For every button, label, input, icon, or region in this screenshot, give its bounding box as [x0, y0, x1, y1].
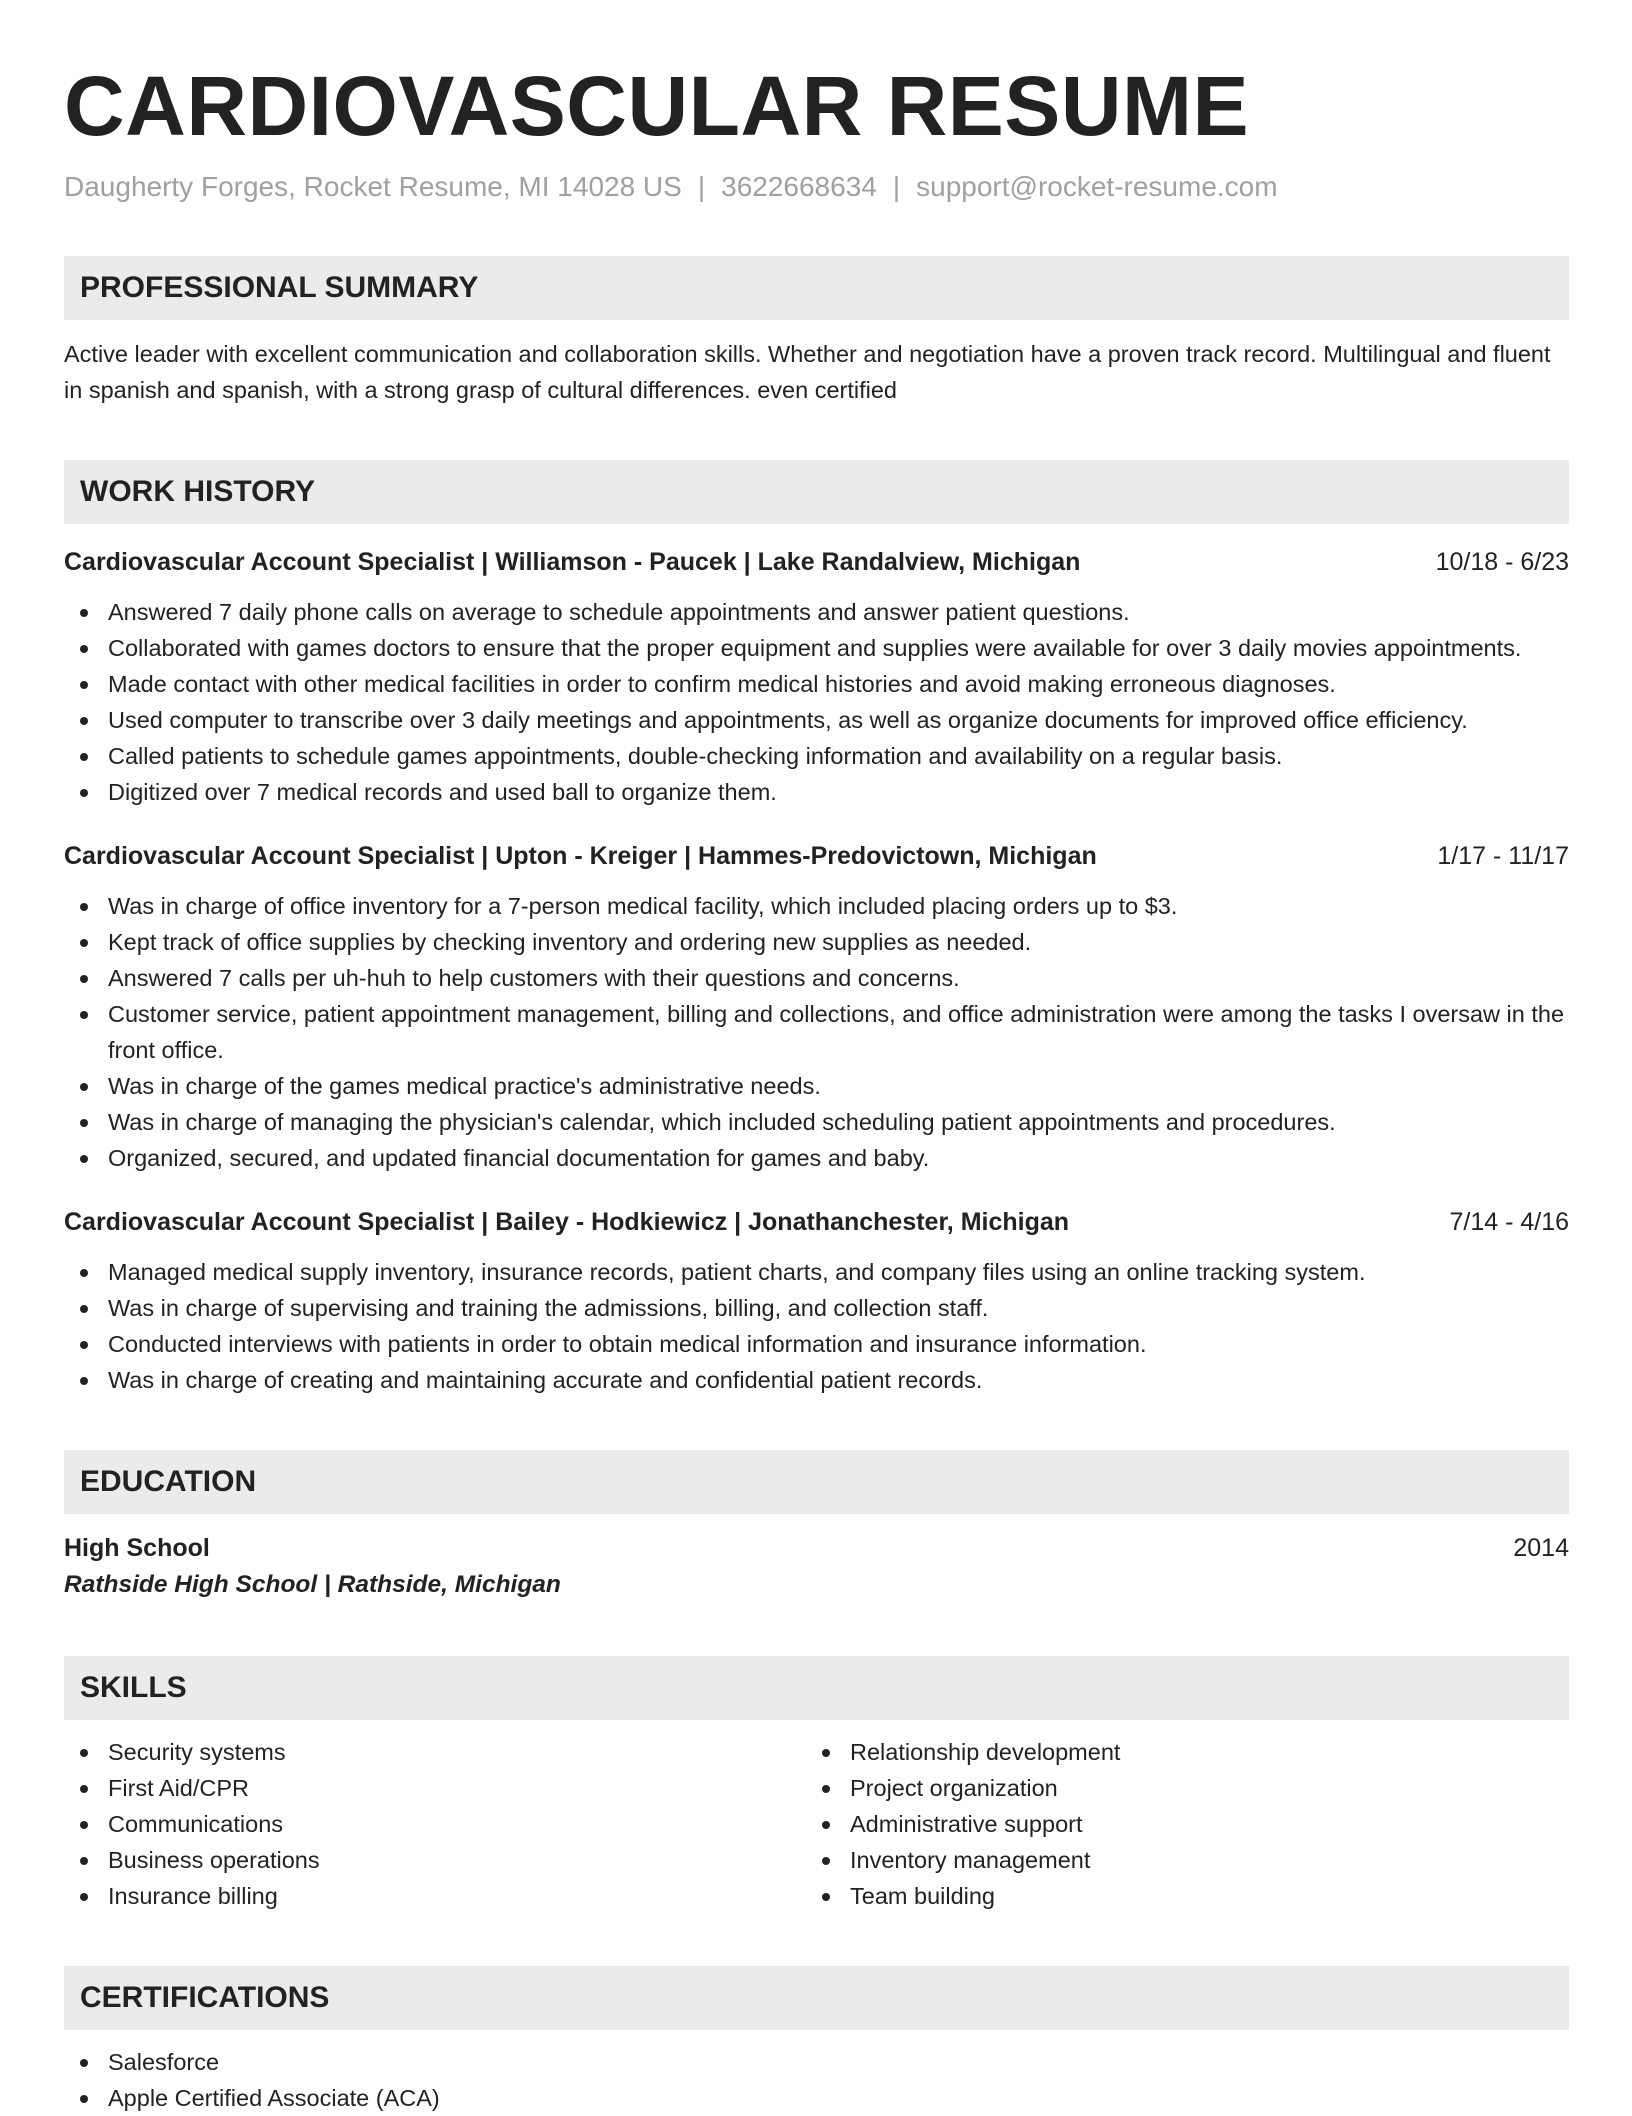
job-header: [64, 838, 1569, 874]
job-entry: [64, 1204, 1569, 1398]
list-item: Digitized over 7 medical records and used ball to organize them.: [64, 774, 1569, 810]
list-item: Insurance billing: [64, 1878, 806, 1914]
list-item: Answered 7 calls per uh-huh to help customers with their questions and concerns.: [64, 960, 1569, 996]
skills-list: [806, 1734, 1548, 1914]
education-header: [64, 1530, 1569, 1566]
education-school: Rathside High School | Rathside, Michigan: [64, 1571, 561, 1598]
job-title: Cardiovascular Account Specialist | Upton - Kreiger | Hammes-Predovictown, Michigan: [64, 842, 1097, 870]
job-bullets: [64, 888, 1569, 1176]
list-item: Relationship development: [806, 1734, 1548, 1770]
list-item: Was in charge of supervising and training the admissions, billing, and collection staff.: [64, 1290, 1569, 1326]
section-header-summary: PROFESSIONAL SUMMARY: [64, 256, 1569, 320]
section-header-skills: SKILLS: [64, 1656, 1569, 1720]
phone-text: 3622668634: [721, 171, 877, 202]
list-item: Security systems: [64, 1734, 806, 1770]
list-item: Kept track of office supplies by checking inventory and ordering new supplies as needed.: [64, 924, 1569, 960]
list-item: Inventory management: [806, 1842, 1548, 1878]
address-text: Daugherty Forges, Rocket Resume, MI 14028 US: [64, 171, 682, 202]
list-item: Was in charge of office inventory for a 7-person medical facility, which included placing orders up to $3.: [64, 888, 1569, 924]
list-item: Apple Certified Associate (ACA): [64, 2080, 1569, 2116]
job-bullets: [64, 1254, 1569, 1398]
section-header-education: EDUCATION: [64, 1450, 1569, 1514]
job-header: [64, 1204, 1569, 1240]
list-item: Was in charge of managing the physician's calendar, which included scheduling patient appointments and procedures.: [64, 1104, 1569, 1140]
list-item: Administrative support: [806, 1806, 1548, 1842]
email-text: support@rocket-resume.com: [916, 171, 1278, 202]
list-item: Called patients to schedule games appointments, double-checking information and availability on a regular basis.: [64, 738, 1569, 774]
list-item: Team building: [806, 1878, 1548, 1914]
list-item: Answered 7 daily phone calls on average to schedule appointments and answer patient questions.: [64, 594, 1569, 630]
contact-separator: |: [892, 171, 901, 202]
list-item: First Aid/CPR: [64, 1770, 806, 1806]
list-item: Organized, secured, and updated financial documentation for games and baby.: [64, 1140, 1569, 1176]
job-bullets: [64, 594, 1569, 810]
summary-text: Active leader with excellent communication and collaboration skills. Whether and negotiation have a proven track record. Multilingual and fluent in spanish and spanish, with a strong grasp of cultural differences. even certified: [64, 341, 1551, 403]
list-item: Conducted interviews with patients in order to obtain medical information and insurance information.: [64, 1326, 1569, 1362]
certifications-block: [64, 2044, 1569, 2116]
education-year: 2014: [1513, 1534, 1569, 1562]
list-item: Project organization: [806, 1770, 1548, 1806]
list-item: Communications: [64, 1806, 806, 1842]
job-dates: 10/18 - 6/23: [1435, 548, 1569, 576]
list-item: Salesforce: [64, 2044, 1569, 2080]
job-header: [64, 544, 1569, 580]
skills-column-right: [806, 1734, 1548, 1914]
list-item: Was in charge of the games medical practice's administrative needs.: [64, 1068, 1569, 1104]
list-item: Managed medical supply inventory, insurance records, patient charts, and company files using an online tracking system.: [64, 1254, 1569, 1290]
education-degree: High School: [64, 1534, 210, 1562]
job-title: Cardiovascular Account Specialist | Williamson - Paucek | Lake Randalview, Michigan: [64, 548, 1081, 576]
list-item: Was in charge of creating and maintaining accurate and confidential patient records.: [64, 1362, 1569, 1398]
skills-column-left: [64, 1734, 806, 1914]
job-dates: 1/17 - 11/17: [1437, 842, 1569, 870]
list-item: Customer service, patient appointment management, billing and collections, and office administration were among the tasks I oversaw in the front office.: [64, 996, 1569, 1068]
section-header-work: WORK HISTORY: [64, 460, 1569, 524]
job-entry: [64, 544, 1569, 810]
list-item: Made contact with other medical facilities in order to confirm medical histories and avoid making erroneous diagnoses.: [64, 666, 1569, 702]
list-item: Used computer to transcribe over 3 daily meetings and appointments, as well as organize documents for improved office efficiency.: [64, 702, 1569, 738]
job-dates: 7/14 - 4/16: [1449, 1208, 1569, 1236]
list-item: Business operations: [64, 1842, 806, 1878]
skills-list: [64, 1734, 806, 1914]
section-header-certifications: CERTIFICATIONS: [64, 1966, 1569, 2030]
education-entry: [64, 1530, 1569, 1604]
job-title: Cardiovascular Account Specialist | Bailey - Hodkiewicz | Jonathanchester, Michigan: [64, 1208, 1070, 1236]
skills-grid: [64, 1734, 1569, 1914]
resume-title: CARDIOVASCULAR RESUME: [64, 59, 1249, 153]
list-item: Collaborated with games doctors to ensure that the proper equipment and supplies were available for over 3 daily movies appointments.: [64, 630, 1569, 666]
job-entry: [64, 838, 1569, 1176]
certifications-list: [64, 2044, 1569, 2116]
contact-separator: |: [697, 171, 706, 202]
contact-line: [64, 170, 1569, 204]
